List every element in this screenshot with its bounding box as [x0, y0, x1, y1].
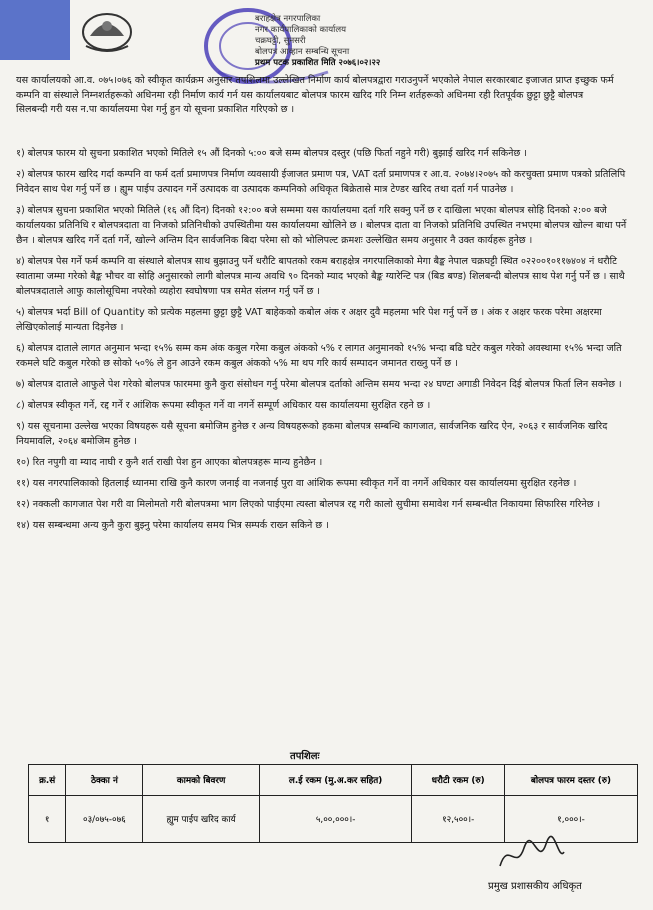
- condition-6: ६) बोलपत्र दाताले लागत अनुमान भन्दा १५% सम्म कम अंक कबुल गरेमा कबुल अंकको ५% र लागत अनुमानको १५% भन्दा बढि घटेर कबुल गरेको अवस्थामा १५% भन्दा जति रकमले घटि कबुल गरेको छ सोको ५०% ले हुन आउने रकम कबुल अंकको ५% मा थप गरि कार्य सम्पादन जमानत राख्नु पर्ने छ ।: [16, 343, 622, 369]
- column-header: ल.ई रकम (मु.अ.कर सहित): [259, 765, 412, 796]
- signature-icon: [490, 832, 570, 876]
- condition-3: ३) बोलपत्र सुचना प्रकाशित भएको मितिले (१६ औं दिन) दिनको १२:०० बजे सम्ममा यस कार्यालयमा दर्ता गरि सक्नु पर्ने छ र दाखिला भएका बोलपत्र सोहि दिनको २:०० बजे कार्यालयका प्रतिनिधि र बोलपत्रदाता वा निजको प्रतिनिधीको उपस्थितीमा यस कार्यालयमा खोलिने छ । बोलपत्र दाता वा निजको प्रतिनिधि उपस्थित नभएमा बोलपत्र खोल्न बाधा पर्ने छैन । बोलपत्र खरिद गर्ने दर्ता गर्ने, खोल्ने अन्तिम दिन सार्वजनिक बिदा परेमा सो को भोलिपल्ट क्रमशः उल्लेखित समय अनुसार नै उक्त कार्यहरू हुनेछ ।: [16, 205, 627, 246]
- column-header: क्र.सं: [29, 765, 66, 796]
- condition-2: २) बोलपत्र फारम खरिद गर्दा कम्पनि वा फर्म दर्ता प्रमाणपत्र निर्माण व्यवसायी ईजाजत प्रमाण पत्र, VAT दर्ता प्रमाणपत्र र आ.व. २०७४।२०७५ को करचुक्ता प्रमाण पत्रको प्रतिलिपि निवेदन साथ पेश गर्नु पर्ने छ । ह्युम पाईप उत्पादन गर्ने उत्पादक वा उत्पादक कम्पनिको अधिकृत बिक्रेतासे मात्र टेण्डर खरिद तथा दर्ता गर्न पाउनेछ ।: [16, 169, 626, 195]
- conditions-list: [16, 146, 628, 539]
- column-header: ठेक्का नं: [66, 765, 143, 796]
- nepal-emblem-icon: [78, 6, 136, 54]
- condition-14: १४) यस सम्बन्धमा अन्य कुनै कुरा बुझ्नु परेमा कार्यालय समय भित्र सम्पर्क राख्न सकिने छ ।: [16, 520, 329, 531]
- table-cell: ०३/०७५-०७६: [66, 796, 143, 843]
- notice-header: [255, 14, 475, 69]
- signatory-title: प्रमुख प्रशासकीय अधिकृत: [488, 881, 582, 892]
- details-heading: तपशिलः: [290, 751, 320, 762]
- condition-5: ५) बोलपत्र भर्दा Bill of Quantity को प्रत्येक महलमा छुट्टा छुट्टै VAT बाहेकको कबोल अंक र अक्षर दुवै महलमा भरि पेश गर्नु पर्ने छ । अंक र अक्षर फरक परेमा अक्षरमा लेखिएकोलाई मान्यता दिइनेछ ।: [16, 307, 602, 333]
- condition-9: ९) यस सूचनामा उल्लेख भएका विषयहरू यसै सूचना बमोजिम हुनेछ र अन्य विषयहरूको हकमा बोलपत्र सम्बन्धि कागजात, सार्वजनिक खरिद ऐन, २०६३ र सार्वजनिक खरिद नियमावलि, २०६४ बमोजिम हुनेछ ।: [16, 421, 608, 447]
- office-address: चक्रघट्टी, सुनसरी: [255, 36, 306, 46]
- office-name: नगर कार्यपालिकाको कार्यालय: [255, 25, 347, 35]
- intro-paragraph: यस कार्यालयको आ.व. ०७५।०७६ को स्वीकृत कार्यक्रम अनुसार तपशिलमा उल्लेखित निर्माण कार्य बोलपत्रद्वारा गराउनुपर्ने भएकोले नेपाल सरकारबाट इजाजत प्राप्त इच्छुक फर्म कम्पनि वा संस्थाले निम्नशर्तहरूको अधिनमा रही निर्माण कार्य गर्न यस कार्यालयबाट बोलपत्र फारम खरिद गरि निम्न शर्तहरूको अधिनमा रही रितपूर्वक छुट्टा छुट्टै बोलपत्र सिलबन्दी गरी यस न.पा कार्यालयमा पेश गर्नु हुन यो सूचना प्रकाशित गरिएको छ ।: [16, 75, 614, 115]
- condition-8: ८) बोलपत्र स्वीकृत गर्ने, रद्द गर्ने र आंशिक रूपमा स्वीकृत गर्ने वा नगर्ने सम्पूर्ण अधिकार यस कार्यालयमा सुरक्षित रहने छ ।: [16, 400, 431, 411]
- table-header-row: [29, 765, 638, 796]
- table-cell: ह्युम पाईप खरिद कार्य: [143, 796, 259, 843]
- column-header: धरौटी रकम (रु): [412, 765, 504, 796]
- column-header: बोलपत्र फारम दस्तर (रु): [504, 765, 637, 796]
- condition-7: ७) बोलपत्र दाताले आफुले पेश गरेको बोलपत्र फारममा कुनै कुरा संसोधन गर्नु परेमा बोलपत्र दर्ताको अन्तिम समय भन्दा २४ घण्टा अगाडी निवेदन दिई बोलपत्र फिर्ता लिन सक्नेछ ।: [16, 379, 622, 390]
- condition-11: ११) यस नगरपालिकाको हितलाई ध्यानमा राखि कुनै कारण जनाई वा नजनाई पुरा वा आंशिक रूपमा स्वीकृत गर्ने वा नगर्ने अधिकार यस कार्यालयमा सुरक्षित रहनेछ ।: [16, 478, 577, 489]
- table-cell: १,०००।-: [504, 796, 637, 843]
- municipality-name: बराहक्षेत्र नगरपालिका: [255, 14, 321, 24]
- table-cell: १२,५००।-: [412, 796, 504, 843]
- scan-corner-background: [0, 0, 70, 60]
- condition-10: १०) रित नपुगी वा म्याद नाघी र कुनै शर्त राखी पेश हुन आएका बोलपत्रहरू मान्य हुनेछैन ।: [16, 457, 323, 468]
- condition-1: १) बोलपत्र फारम यो सुचना प्रकाशित भएको मितिले १५ औं दिनको ५:०० बजे सम्म बोलपत्र दस्तुर (पछि फिर्ता नहुने गरी) बुझाई खरिद गर्न सकिनेछ ।: [16, 148, 527, 159]
- table-cell: ५,००,०००।-: [259, 796, 412, 843]
- condition-12: १२) नक्कली कागजात पेश गरी वा मिलोमतो गरी बोलपत्रमा भाग लिएको पाईएमा त्यस्ता बोलपत्र रद्द गरी कालो सुचीमा समावेश गर्न सम्बन्धीत निकायमा सिफारिस गरिनेछ ।: [16, 499, 601, 510]
- column-header: कामको बिवरण: [143, 765, 259, 796]
- table-cell: १: [29, 796, 66, 843]
- condition-4: ४) बोलपत्र पेस गर्ने फर्म कम्पनि वा संस्थाले बोलपत्र साथ बुझाउनु पर्ने धरौटि बापतको रकम बराहक्षेत्र नगरपालिकाको मेगा बैङ्क नेपाल चक्रघट्टी स्थित ०२२००१०११७४०४ नं धरौटि स्वातामा जम्मा गरेको बैङ्क भौचर वा सोहि अनुसारको लागी बोलपत्र मान्य अवधि ९० दिनको म्याद भएको बैङ्क ग्यारेन्टि पत्र (बिड बण्ड) शिलबन्दी बोलपत्र साथ पेश गर्नु पर्ने छ । साथै बोलपत्रदाताले आफु कालोसूचिमा नपरेको व्यहोरा स्वघोषणा पत्र समेत संलग्न गर्नु पर्ने छ ।: [16, 256, 625, 297]
- notice-title: बोलपत्र आव्हान सम्बन्धि सूचना: [255, 47, 350, 57]
- publish-date: प्रथम पटक प्रकाशित मिति २०७६।०२।२२: [255, 58, 381, 68]
